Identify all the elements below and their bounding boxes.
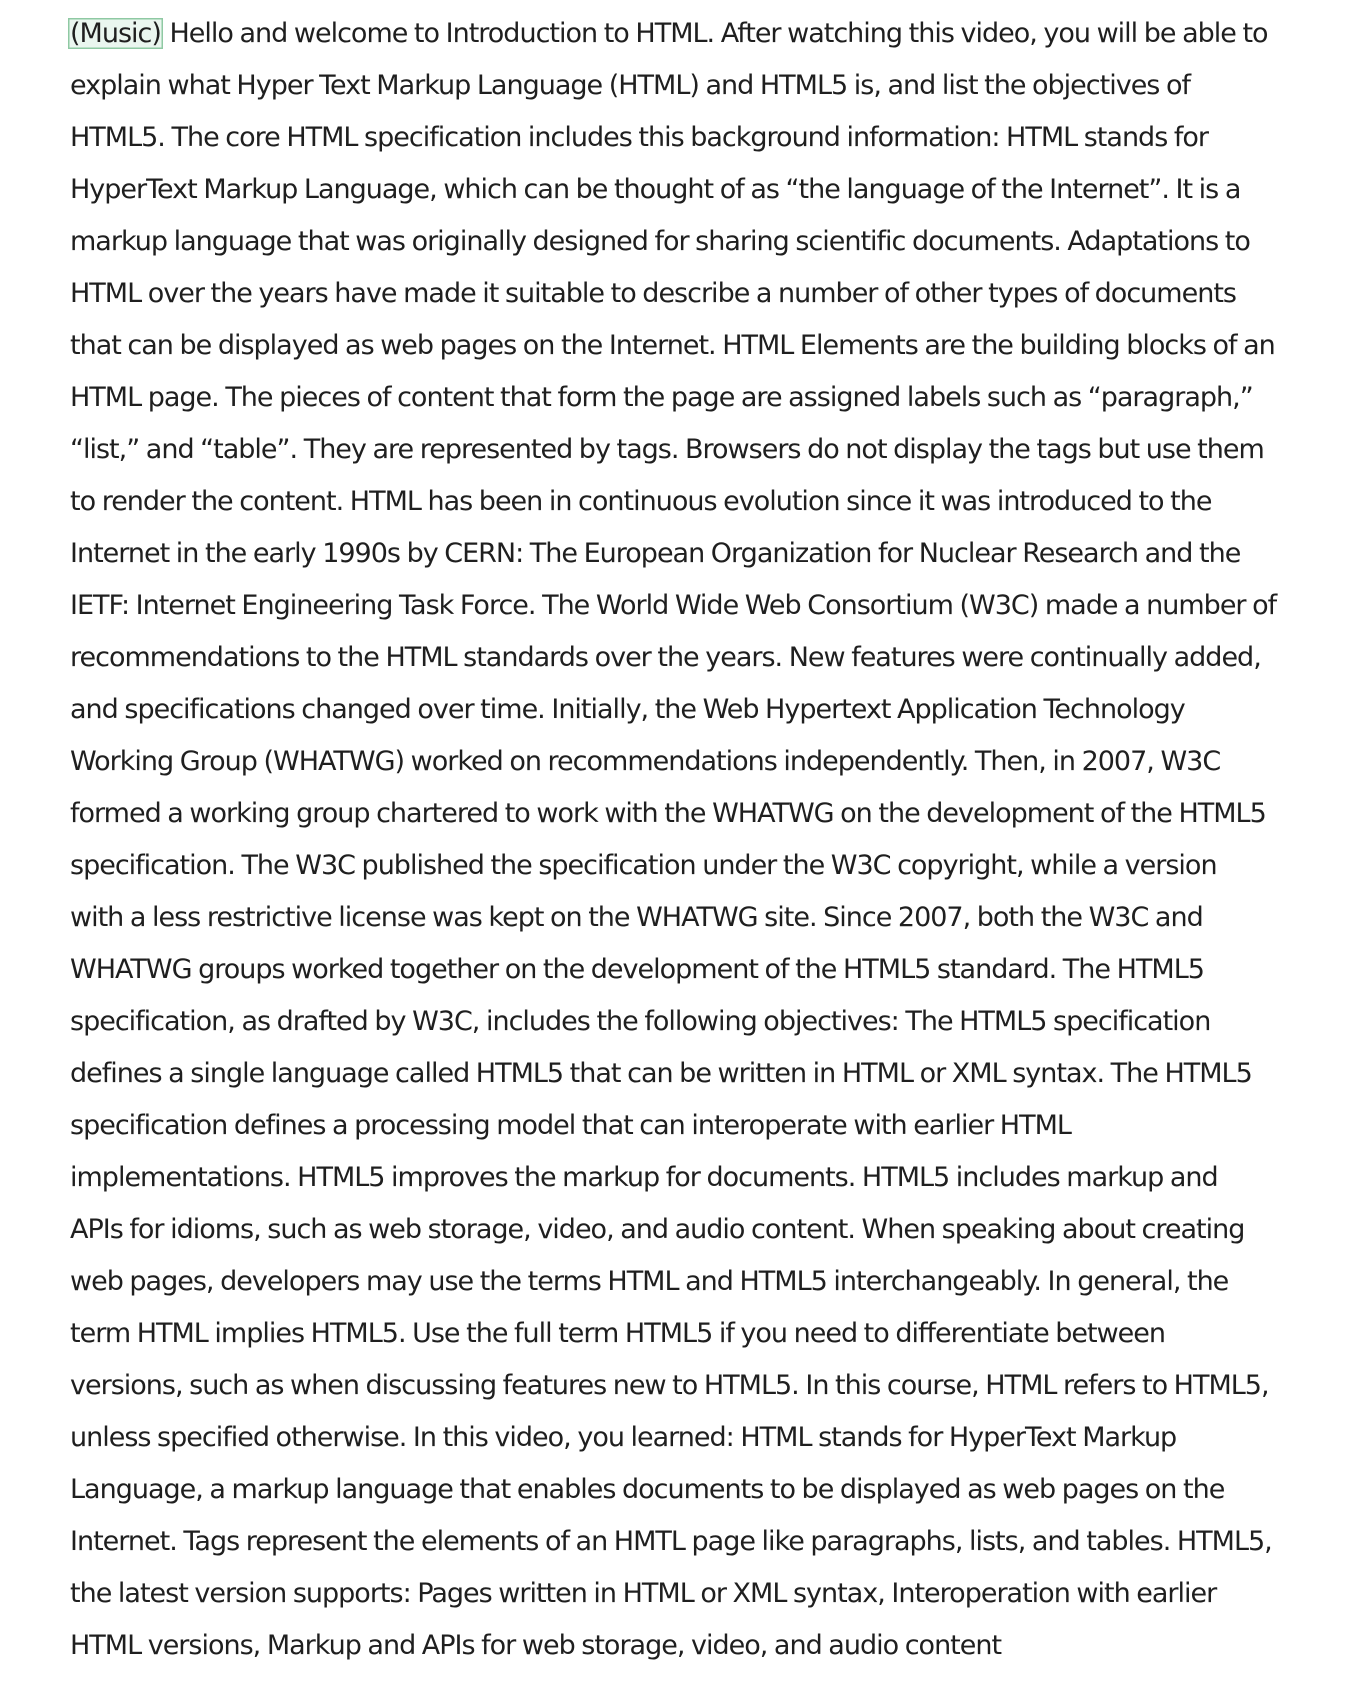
transcript-line[interactable]: to render the content. HTML has been in continuous evolution since it was introduced to the <box>70 486 1212 517</box>
transcript-line[interactable]: the latest version supports: Pages written in HTML or XML syntax, Interoperation with earlier <box>70 1578 1217 1609</box>
transcript-line[interactable]: with a less restrictive license was kept on the WHATWG site. Since 2007, both the W3C and <box>70 902 1203 933</box>
transcript-line[interactable]: recommendations to the HTML standards over the years. New features were continually added, <box>70 642 1261 673</box>
transcript-line[interactable]: explain what Hyper Text Markup Language (HTML) and HTML5 is, and list the objectives of <box>70 70 1190 101</box>
transcript-cue[interactable]: Hello and welcome to Introduction to HTML. After watching this video, you will be able to <box>169 18 1268 49</box>
transcript-line[interactable]: HTML page. The pieces of content that form the page are assigned labels such as “paragraph,” <box>70 382 1253 413</box>
transcript-line[interactable]: specification. The W3C published the specification under the W3C copyright, while a version <box>70 850 1217 881</box>
transcript-line[interactable]: Working Group (WHATWG) worked on recommendations independently. Then, in 2007, W3C <box>70 746 1221 777</box>
transcript-line[interactable]: implementations. HTML5 improves the markup for documents. HTML5 includes markup and <box>70 1162 1218 1193</box>
transcript-line[interactable]: IETF: Internet Engineering Task Force. The World Wide Web Consortium (W3C) made a number of <box>70 590 1277 621</box>
transcript-line[interactable]: web pages, developers may use the terms HTML and HTML5 interchangeably. In general, the <box>70 1266 1229 1297</box>
transcript-line[interactable]: versions, such as when discussing features new to HTML5. In this course, HTML refers to HTML5, <box>70 1370 1269 1401</box>
transcript-line[interactable]: HyperText Markup Language, which can be thought of as “the language of the Internet”. It is a <box>70 174 1241 205</box>
transcript-line[interactable]: specification defines a processing model that can interoperate with earlier HTML <box>70 1110 1071 1141</box>
active-cue-music[interactable]: (Music) <box>70 18 161 49</box>
transcript-line[interactable]: Internet in the early 1990s by CERN: The European Organization for Nuclear Research and the <box>70 538 1241 569</box>
transcript-line[interactable]: markup language that was originally designed for sharing scientific documents. Adaptations to <box>70 226 1250 257</box>
transcript-line[interactable]: Internet. Tags represent the elements of an HMTL page like paragraphs, lists, and tables. HTML5, <box>70 1526 1272 1557</box>
transcript-line[interactable]: HTML5. The core HTML specification includes this background information: HTML stands for <box>70 122 1208 153</box>
transcript-line[interactable]: unless specified otherwise. In this video, you learned: HTML stands for HyperText Markup <box>70 1422 1177 1453</box>
video-transcript <box>70 8 1360 1672</box>
transcript-line[interactable]: formed a working group chartered to work with the WHATWG on the development of the HTML5 <box>70 798 1266 829</box>
transcript-line[interactable]: that can be displayed as web pages on the Internet. HTML Elements are the building blocks of an <box>70 330 1275 361</box>
transcript-line[interactable]: APIs for idioms, such as web storage, video, and audio content. When speaking about creating <box>70 1214 1245 1245</box>
transcript-line[interactable] <box>70 8 1360 60</box>
transcript-line[interactable]: HTML over the years have made it suitable to describe a number of other types of documents <box>70 278 1236 309</box>
transcript-line[interactable]: and specifications changed over time. Initially, the Web Hypertext Application Technology <box>70 694 1185 725</box>
transcript-line[interactable]: Language, a markup language that enables documents to be displayed as web pages on the <box>70 1474 1225 1505</box>
transcript-line[interactable]: specification, as drafted by W3C, includes the following objectives: The HTML5 specification <box>70 1006 1211 1037</box>
transcript-line[interactable]: WHATWG groups worked together on the development of the HTML5 standard. The HTML5 <box>70 954 1204 985</box>
transcript-line[interactable]: “list,” and “table”. They are represented by tags. Browsers do not display the tags but use them <box>70 434 1264 465</box>
transcript-line[interactable]: term HTML implies HTML5. Use the full term HTML5 if you need to differentiate between <box>70 1318 1166 1349</box>
transcript-line[interactable]: HTML versions, Markup and APIs for web storage, video, and audio content <box>70 1630 1002 1661</box>
transcript-line[interactable]: defines a single language called HTML5 that can be written in HTML or XML syntax. The HTML5 <box>70 1058 1252 1089</box>
